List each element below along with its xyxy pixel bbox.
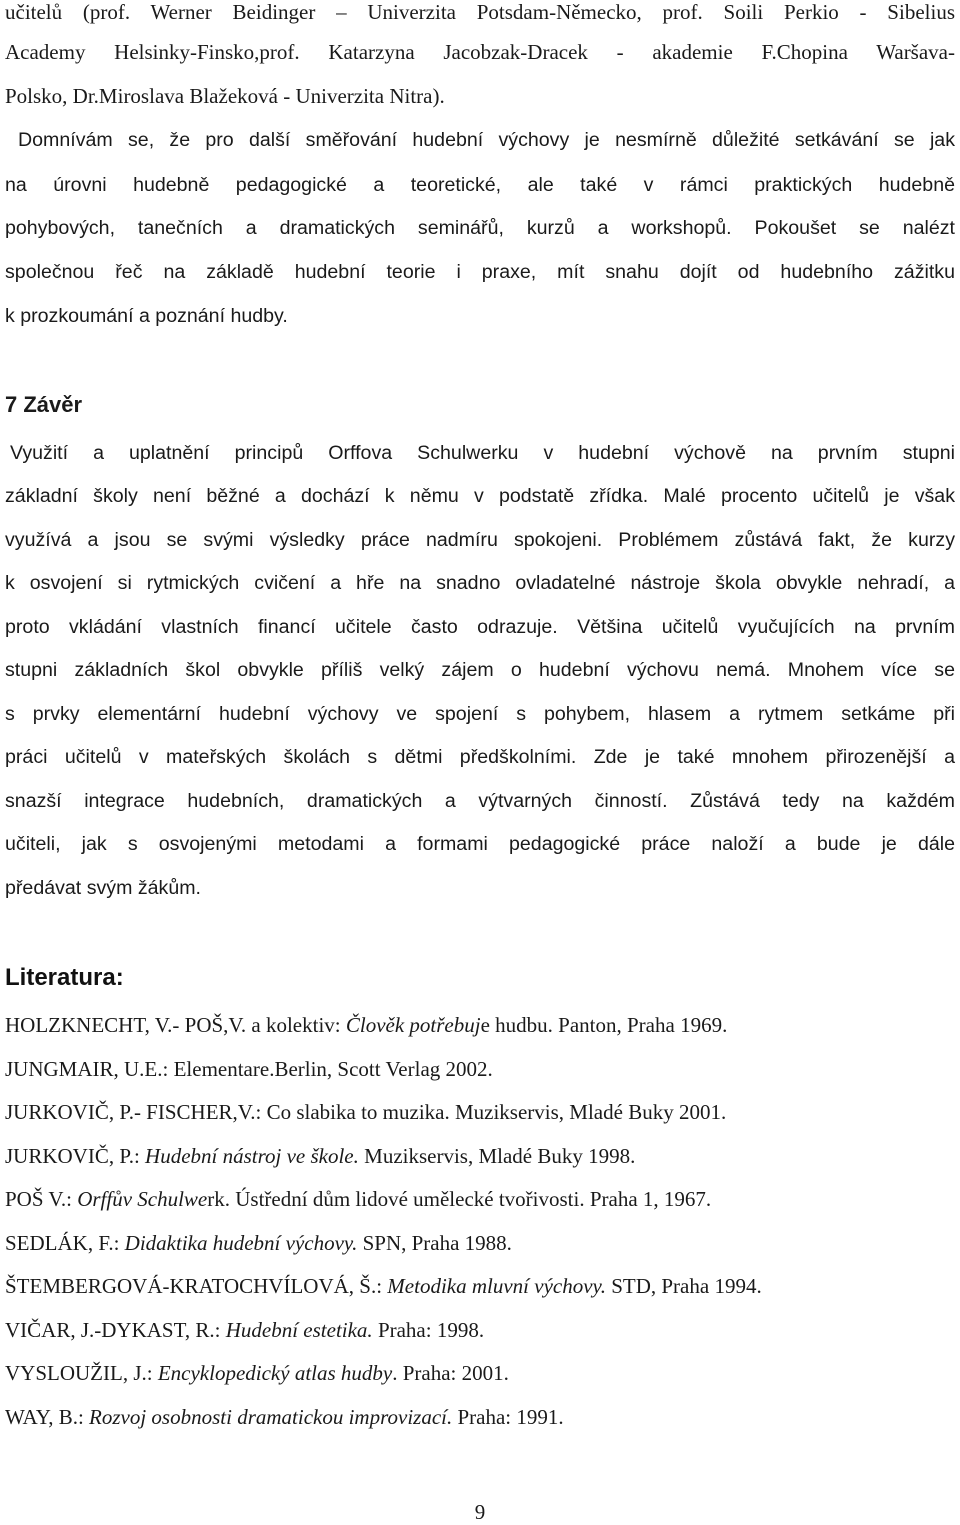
page-number: 9 — [474, 1500, 486, 1524]
reference-item: JUNGMAIR, U.E.: Elementare.Berlin, Scott Verlag 2002. — [5, 1057, 493, 1081]
para1-line-3: pohybových, tanečních a dramatických seminářů, kurzů a workshopů. Pokoušet se nalézt — [5, 217, 955, 239]
section-line-4: k osvojení si rytmických cvičení a hře na snadno ovladatelné nástroje škola obvykle nehradí, a — [5, 572, 955, 594]
para1-line-2: na úrovni hudebně pedagogické a teoretické, ale také v rámci praktických hudebně — [5, 174, 955, 196]
section-line-1: Využití a uplatnění principů Orffova Schulwerku v hudební výchově na prvním stupni — [10, 442, 955, 464]
section-heading: 7 Závěr — [5, 392, 83, 417]
reference-item: SEDLÁK, F.: Didaktika hudební výchovy. SPN, Praha 1988. — [5, 1231, 512, 1255]
intro-line-3: Polsko, Dr.Miroslava Blažeková - Univerzita Nitra). — [5, 84, 445, 108]
section-line-8: práci učitelů v mateřských školách s dětmi předškolními. Zde je také mnohem přirozenější a — [5, 746, 955, 768]
section-line-7: s prvky elementární hudební výchovy ve spojení s pohybem, hlasem a rytmem setkáme při — [5, 703, 955, 725]
reference-item: VYSLOUŽIL, J.: Encyklopedický atlas hudby. Praha: 2001. — [5, 1361, 509, 1385]
section-line-11: předávat svým žákům. — [5, 877, 202, 899]
reference-item: HOLZKNECHT, V.- POŠ,V. a kolektiv: Člověk potřebuje hudbu. Panton, Praha 1969. — [5, 1013, 728, 1037]
section-line-3: využívá a jsou se svými výsledky práce nadmíru spokojeni. Problémem zůstává fakt, že kurzy — [5, 529, 955, 551]
para1-line-5: k prozkoumání a poznání hudby. — [5, 305, 288, 327]
section-line-10: učiteli, jak s osvojenými metodami a formami pedagogické práce naloží a bude je dále — [5, 833, 955, 855]
section-line-5: proto vkládání vlastních financí učitele často odrazuje. Většina učitelů vyučujících na prvním — [5, 616, 955, 638]
section-line-2: základní školy není běžné a dochází k němu v podstatě zřídka. Malé procento učitelů je však — [5, 485, 955, 507]
intro-line-1: učitelů (prof. Werner Beidinger – Univerzita Potsdam-Německo, prof. Soili Perkio - Sibelius — [5, 0, 955, 24]
reference-item: POŠ V.: Orffův Schulwerk. Ústřední dům lidové umělecké tvořivosti. Praha 1, 1967. — [5, 1187, 712, 1211]
para1-line-4: společnou řeč na základě hudební teorie i praxe, mít snahu dojít od hudebního zážitku — [5, 261, 955, 283]
reference-item: VIČAR, J.-DYKAST, R.: Hudební estetika. Praha: 1998. — [5, 1318, 485, 1342]
literature-heading: Literatura: — [5, 964, 124, 991]
section-line-6: stupni základních škol obvykle příliš velký zájem o hudební výchovu nemá. Mnohem více se — [5, 659, 955, 681]
reference-item: JURKOVIČ, P.: Hudební nástroj ve škole. Muzikservis, Mladé Buky 1998. — [5, 1144, 636, 1168]
reference-item: JURKOVIČ, P.- FISCHER,V.: Co slabika to muzika. Muzikservis, Mladé Buky 2001. — [5, 1100, 727, 1124]
intro-line-2: Academy Helsinky-Finsko,prof. Katarzyna Jacobzak-Dracek - akademie F.Chopina Waršava- — [5, 40, 955, 64]
para1-line-1: Domnívám se, že pro další směřování hudební výchovy je nesmírně důležité setkávání se jak — [18, 129, 955, 151]
section-line-9: snazší integrace hudebních, dramatických a výtvarných činností. Zůstává tedy na každém — [5, 790, 955, 812]
reference-item: WAY, B.: Rozvoj osobnosti dramatickou improvizací. Praha: 1991. — [5, 1405, 564, 1429]
reference-item: ŠTEMBERGOVÁ-KRATOCHVÍLOVÁ, Š.: Metodika mluvní výchovy. STD, Praha 1994. — [5, 1274, 762, 1298]
